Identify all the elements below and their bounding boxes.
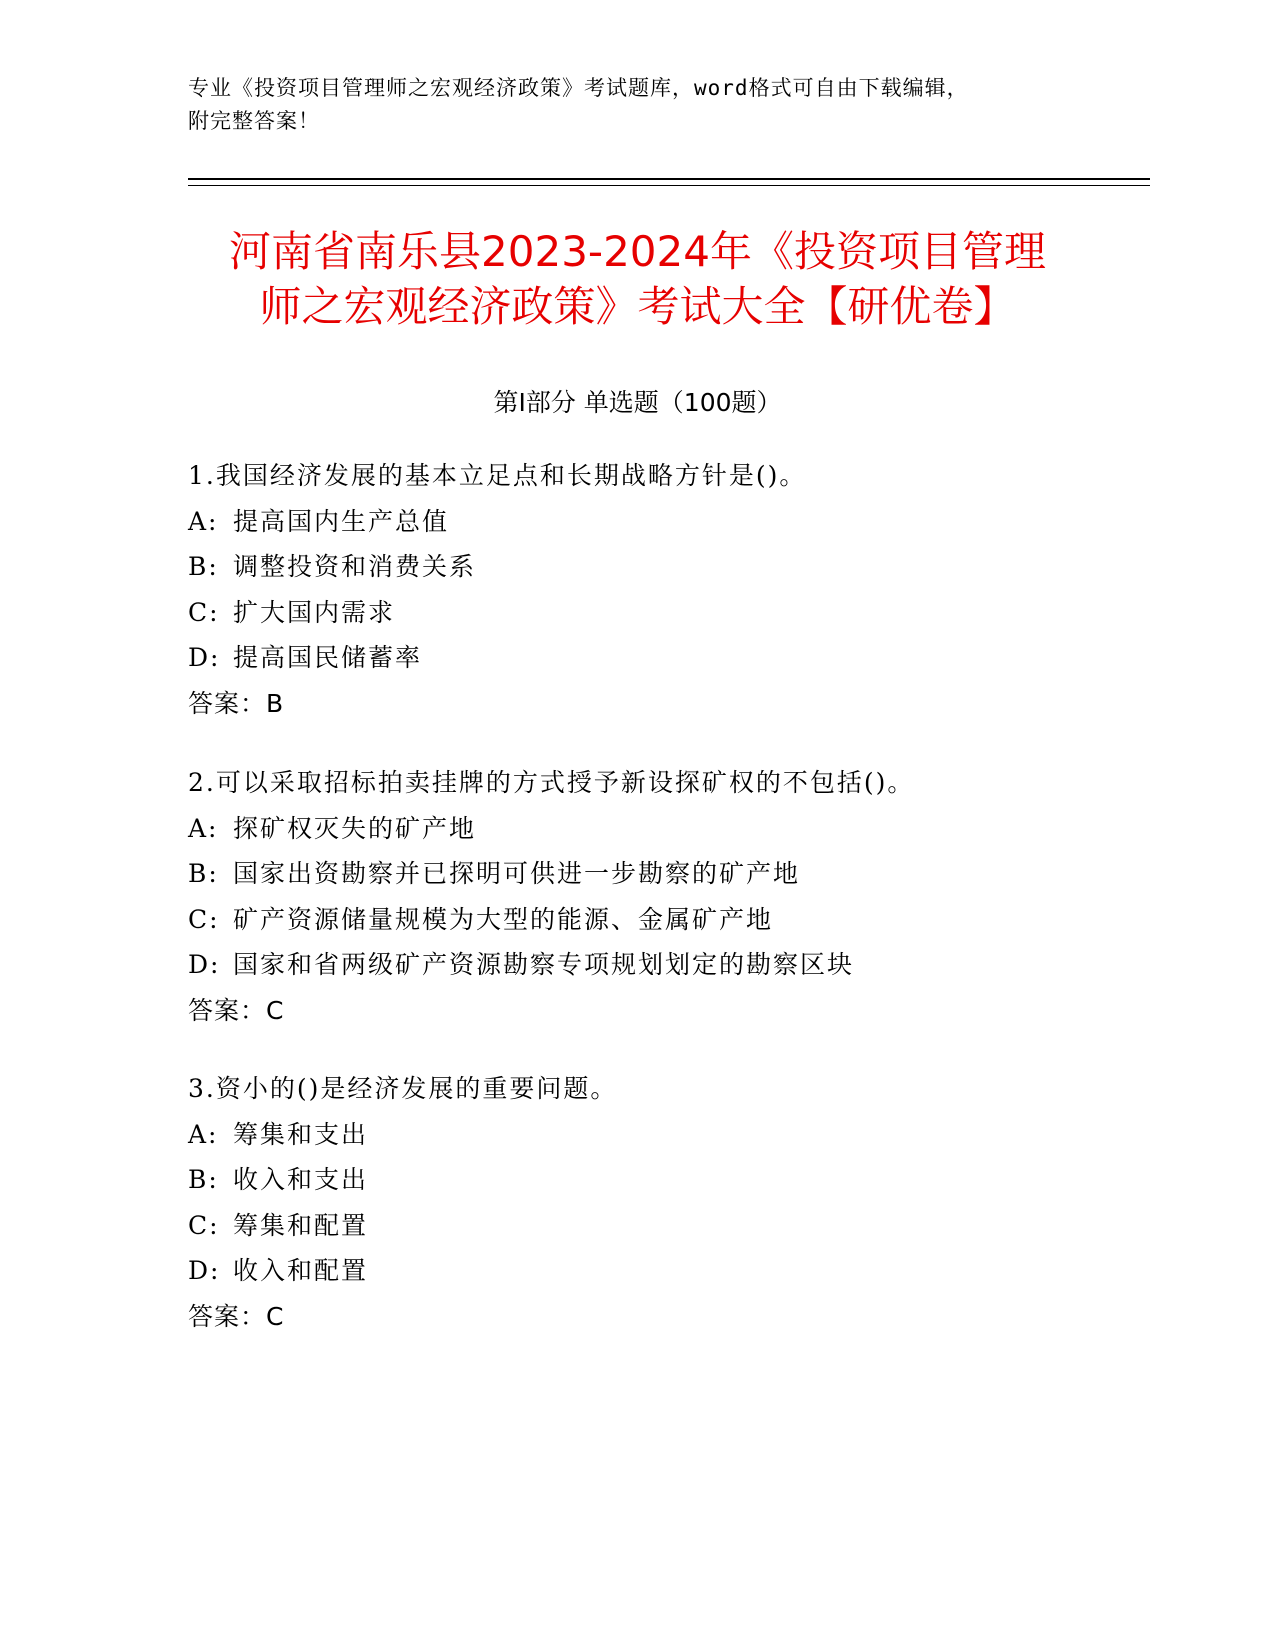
option-a xyxy=(188,806,1148,852)
option-letter: D: xyxy=(188,950,221,979)
option-letter: C: xyxy=(188,597,220,627)
option-b xyxy=(188,544,1148,590)
answer-line: 答案：C xyxy=(188,1301,285,1331)
option-letter: A: xyxy=(188,1119,219,1149)
answer-line: 答案：B xyxy=(188,688,285,718)
option-b xyxy=(188,851,1148,897)
option-letter: D: xyxy=(188,643,221,672)
option-c xyxy=(188,590,1148,636)
question-2 xyxy=(188,760,1148,1033)
option-text: 国家和省两级矿产资源勘察专项规划划定的勘察区块 xyxy=(233,950,855,979)
option-letter: C: xyxy=(188,904,220,934)
option-letter: B: xyxy=(188,859,219,888)
option-text: 扩大国内需求 xyxy=(233,597,396,627)
option-d xyxy=(188,635,1148,681)
document-title xyxy=(150,224,1125,334)
option-text: 收入和配置 xyxy=(233,1256,369,1285)
option-b xyxy=(188,1157,1148,1203)
option-text: 筹集和支出 xyxy=(233,1119,369,1149)
option-a xyxy=(188,499,1148,545)
question-3 xyxy=(188,1066,1148,1339)
section-heading: 第Ⅰ部分 单选题（100题） xyxy=(493,388,782,417)
option-c xyxy=(188,1203,1148,1249)
document-title-line-1: 河南省南乐县2023-2024年《投资项目管理 xyxy=(229,227,1046,276)
option-text: 矿产资源储量规模为大型的能源、金属矿产地 xyxy=(233,904,774,934)
option-text: 筹集和配置 xyxy=(233,1210,369,1240)
option-letter: B: xyxy=(188,1165,219,1194)
question-stem: 2.可以采取招标拍卖挂牌的方式授予新设探矿权的不包括()。 xyxy=(188,768,915,797)
header-divider-thick xyxy=(188,178,1150,180)
document-title-line-2: 师之宏观经济政策》考试大全【研优卷】 xyxy=(259,282,1016,331)
option-letter: B: xyxy=(188,552,219,581)
option-text: 收入和支出 xyxy=(233,1165,369,1194)
answer-line: 答案：C xyxy=(188,995,285,1025)
option-text: 国家出资勘察并已探明可供进一步勘察的矿产地 xyxy=(233,859,801,888)
option-text: 提高国民储蓄率 xyxy=(233,643,423,672)
option-text: 探矿权灭失的矿产地 xyxy=(233,813,477,843)
option-letter: C: xyxy=(188,1210,220,1240)
option-text: 提高国内生产总值 xyxy=(233,506,450,536)
option-d xyxy=(188,942,1148,988)
option-d xyxy=(188,1248,1148,1294)
option-text: 调整投资和消费关系 xyxy=(233,552,477,581)
question-stem: 1.我国经济发展的基本立足点和长期战略方针是()。 xyxy=(188,461,807,490)
option-letter: D: xyxy=(188,1256,221,1285)
header-note-line-1: 专业《投资项目管理师之宏观经济政策》考试题库，word格式可自由下载编辑， xyxy=(188,76,969,100)
header-note-line-2: 附完整答案！ xyxy=(188,109,320,133)
question-stem: 3.资小的()是经济发展的重要问题。 xyxy=(188,1074,618,1103)
header-note xyxy=(188,72,1088,138)
option-letter: A: xyxy=(188,506,219,536)
header-divider-thin xyxy=(188,185,1150,186)
option-a xyxy=(188,1112,1148,1158)
option-c xyxy=(188,897,1148,943)
question-1 xyxy=(188,453,1148,726)
option-letter: A: xyxy=(188,813,219,843)
